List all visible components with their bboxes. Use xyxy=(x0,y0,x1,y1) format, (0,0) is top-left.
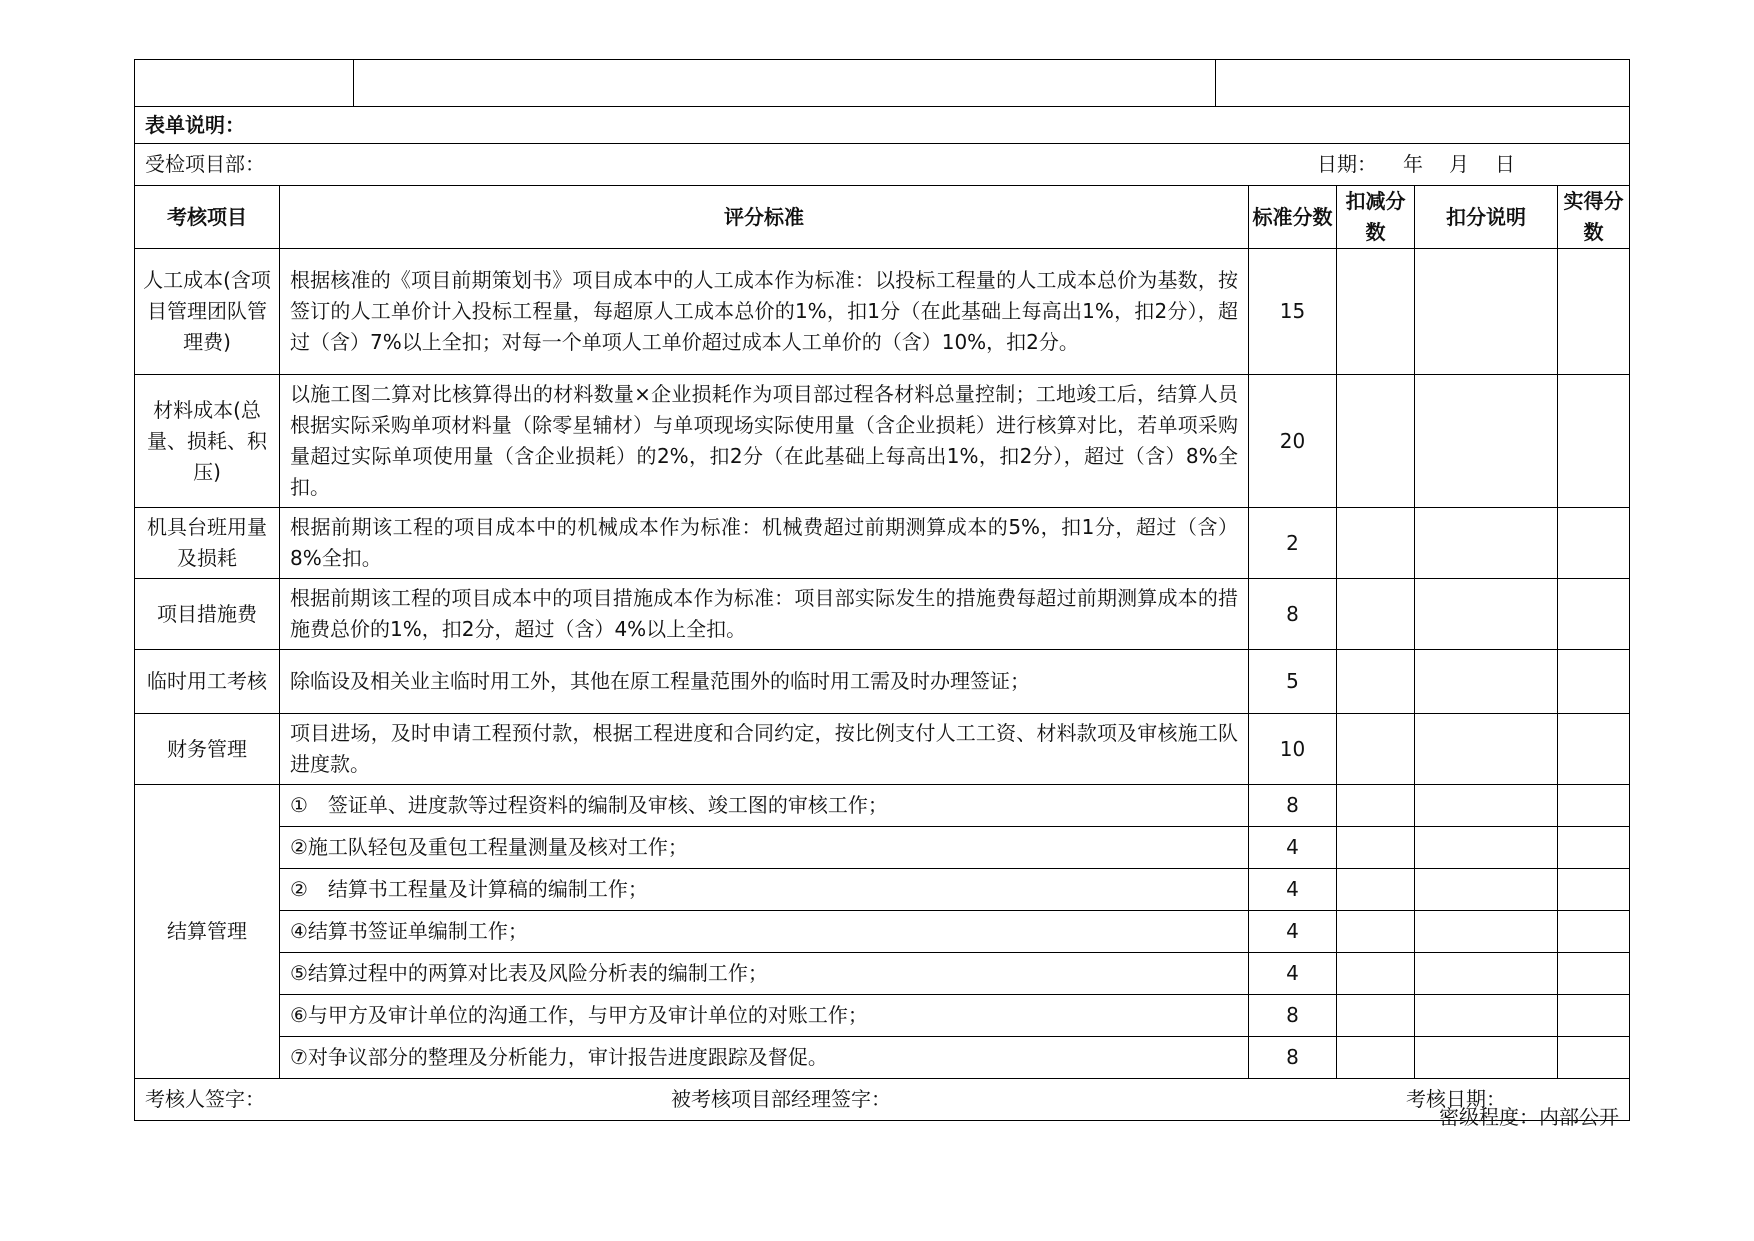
actual-cell[interactable] xyxy=(1558,714,1630,785)
date-field xyxy=(1317,149,1515,180)
deduct-cell[interactable] xyxy=(1337,650,1415,714)
header-std-score: 标准分数 xyxy=(1249,186,1337,249)
criteria-cell: ⑥与甲方及审计单位的沟通工作，与甲方及审计单位的对账工作； xyxy=(280,995,1249,1037)
actual-cell[interactable] xyxy=(1558,869,1630,911)
criteria-cell: ① 签证单、进度款等过程资料的编制及审核、竣工图的审核工作； xyxy=(280,785,1249,827)
actual-cell[interactable] xyxy=(1558,579,1630,650)
header-explain: 扣分说明 xyxy=(1415,186,1558,249)
explain-cell[interactable] xyxy=(1415,579,1558,650)
score-cell: 15 xyxy=(1249,249,1337,375)
assessment-date-label: 考核日期： xyxy=(1406,1087,1506,1111)
actual-cell[interactable] xyxy=(1558,375,1630,508)
item-cell: 人工成本(含项目管理团队管理费) xyxy=(135,249,280,375)
actual-cell[interactable] xyxy=(1558,650,1630,714)
score-cell: 10 xyxy=(1249,714,1337,785)
explain-cell[interactable] xyxy=(1415,869,1558,911)
deduct-cell[interactable] xyxy=(1337,869,1415,911)
score-cell: 20 xyxy=(1249,375,1337,508)
assessor-signature-label: 考核人签字： xyxy=(145,1087,265,1111)
score-cell: 2 xyxy=(1249,508,1337,579)
table-row xyxy=(135,911,1630,953)
explain-cell[interactable] xyxy=(1415,508,1558,579)
form-header-box xyxy=(134,59,1630,107)
deduct-cell[interactable] xyxy=(1337,911,1415,953)
deduct-cell[interactable] xyxy=(1337,953,1415,995)
criteria-cell: ⑦对争议部分的整理及分析能力，审计报告进度跟踪及督促。 xyxy=(280,1037,1249,1079)
explain-cell[interactable] xyxy=(1415,953,1558,995)
criteria-cell: 除临设及相关业主临时用工外，其他在原工程量范围外的临时用工需及时办理签证； xyxy=(280,650,1249,714)
table-row xyxy=(135,714,1630,785)
explain-cell[interactable] xyxy=(1415,650,1558,714)
explain-cell[interactable] xyxy=(1415,785,1558,827)
item-cell: 财务管理 xyxy=(135,714,280,785)
table-row xyxy=(135,508,1630,579)
criteria-cell: 根据核准的《项目前期策划书》项目成本中的人工成本作为标准：以投标工程量的人工成本总价为基数，按签订的人工单价计入投标工程量，每超原人工成本总价的1%，扣1分（在此基础上每高出1%，扣2分），超过（含）7%以上全扣；对每一个单项人工单价超过成本人工单价的（含）10%，扣2分。 xyxy=(280,249,1249,375)
assessment-form xyxy=(134,59,1629,1121)
deduct-cell[interactable] xyxy=(1337,827,1415,869)
table-row xyxy=(135,953,1630,995)
table-row xyxy=(135,827,1630,869)
deduct-cell[interactable] xyxy=(1337,508,1415,579)
form-note-label: 表单说明： xyxy=(135,107,1630,144)
score-cell: 8 xyxy=(1249,579,1337,650)
deduct-cell[interactable] xyxy=(1337,714,1415,785)
header-cell-middle xyxy=(354,60,1216,107)
criteria-cell: 以施工图二算对比核算得出的材料数量×企业损耗作为项目部过程各材料总量控制；工地竣工后，结算人员根据实际采购单项材料量（除零星辅材）与单项现场实际使用量（含企业损耗）进行核算对比，若单项采购量超过实际单项使用量（含企业损耗）的2%，扣2分（在此基础上每高出1%，扣2分），超过（含）8%全扣。 xyxy=(280,375,1249,508)
header-cell-left xyxy=(135,60,354,107)
explain-cell[interactable] xyxy=(1415,995,1558,1037)
actual-cell[interactable] xyxy=(1558,1037,1630,1079)
actual-cell[interactable] xyxy=(1558,911,1630,953)
header-actual: 实得分数 xyxy=(1558,186,1630,249)
criteria-cell: 根据前期该工程的项目成本中的项目措施成本作为标准：项目部实际发生的措施费每超过前期测算成本的措施费总价的1%，扣2分，超过（含）4%以上全扣。 xyxy=(280,579,1249,650)
item-cell: 机具台班用量及损耗 xyxy=(135,508,280,579)
date-day: 日 xyxy=(1495,152,1515,176)
settlement-item-cell: 结算管理 xyxy=(135,785,280,1079)
criteria-cell: 项目进场，及时申请工程预付款，根据工程进度和合同约定，按比例支付人工工资、材料款项及审核施工队进度款。 xyxy=(280,714,1249,785)
table-row xyxy=(135,249,1630,375)
table-row xyxy=(135,579,1630,650)
score-cell: 8 xyxy=(1249,785,1337,827)
score-cell: 4 xyxy=(1249,827,1337,869)
actual-cell[interactable] xyxy=(1558,953,1630,995)
item-cell: 项目措施费 xyxy=(135,579,280,650)
score-cell: 4 xyxy=(1249,869,1337,911)
table-row xyxy=(135,869,1630,911)
score-cell: 8 xyxy=(1249,1037,1337,1079)
confidentiality-label: 密级程度：内部公开 xyxy=(1439,1105,1619,1129)
actual-cell[interactable] xyxy=(1558,249,1630,375)
explain-cell[interactable] xyxy=(1415,249,1558,375)
project-row xyxy=(135,144,1630,186)
score-cell: 4 xyxy=(1249,911,1337,953)
explain-cell[interactable] xyxy=(1415,911,1558,953)
date-label: 日期： xyxy=(1317,152,1377,176)
date-month: 月 xyxy=(1449,152,1469,176)
header-standard: 评分标准 xyxy=(280,186,1249,249)
header-item: 考核项目 xyxy=(135,186,280,249)
project-label: 受检项目部： xyxy=(145,152,265,176)
explain-cell[interactable] xyxy=(1415,827,1558,869)
explain-cell[interactable] xyxy=(1415,375,1558,508)
score-cell: 5 xyxy=(1249,650,1337,714)
criteria-cell: ⑤结算过程中的两算对比表及风险分析表的编制工作； xyxy=(280,953,1249,995)
criteria-cell: ②施工队轻包及重包工程量测量及核对工作； xyxy=(280,827,1249,869)
deduct-cell[interactable] xyxy=(1337,375,1415,508)
item-cell: 临时用工考核 xyxy=(135,650,280,714)
deduct-cell[interactable] xyxy=(1337,785,1415,827)
score-cell: 4 xyxy=(1249,953,1337,995)
deduct-cell[interactable] xyxy=(1337,579,1415,650)
table-row xyxy=(135,1037,1630,1079)
deduct-cell[interactable] xyxy=(1337,249,1415,375)
criteria-cell: ② 结算书工程量及计算稿的编制工作； xyxy=(280,869,1249,911)
deduct-cell[interactable] xyxy=(1337,995,1415,1037)
explain-cell[interactable] xyxy=(1415,1037,1558,1079)
criteria-cell: 根据前期该工程的项目成本中的机械成本作为标准：机械费超过前期测算成本的5%，扣1分，超过（含）8%全扣。 xyxy=(280,508,1249,579)
table-row xyxy=(135,785,1630,827)
date-year: 年 xyxy=(1403,152,1423,176)
actual-cell[interactable] xyxy=(1558,995,1630,1037)
criteria-cell: ④结算书签证单编制工作； xyxy=(280,911,1249,953)
actual-cell[interactable] xyxy=(1558,508,1630,579)
table-row xyxy=(135,375,1630,508)
score-cell: 8 xyxy=(1249,995,1337,1037)
deduct-cell[interactable] xyxy=(1337,1037,1415,1079)
manager-signature-label: 被考核项目部经理签字： xyxy=(671,1087,891,1111)
header-deduct: 扣减分数 xyxy=(1337,186,1415,249)
item-cell: 材料成本(总量、损耗、积压) xyxy=(135,375,280,508)
score-table xyxy=(134,106,1630,1121)
table-row xyxy=(135,995,1630,1037)
explain-cell[interactable] xyxy=(1415,714,1558,785)
table-row xyxy=(135,650,1630,714)
header-cell-right xyxy=(1216,60,1630,107)
actual-cell[interactable] xyxy=(1558,827,1630,869)
actual-cell[interactable] xyxy=(1558,785,1630,827)
